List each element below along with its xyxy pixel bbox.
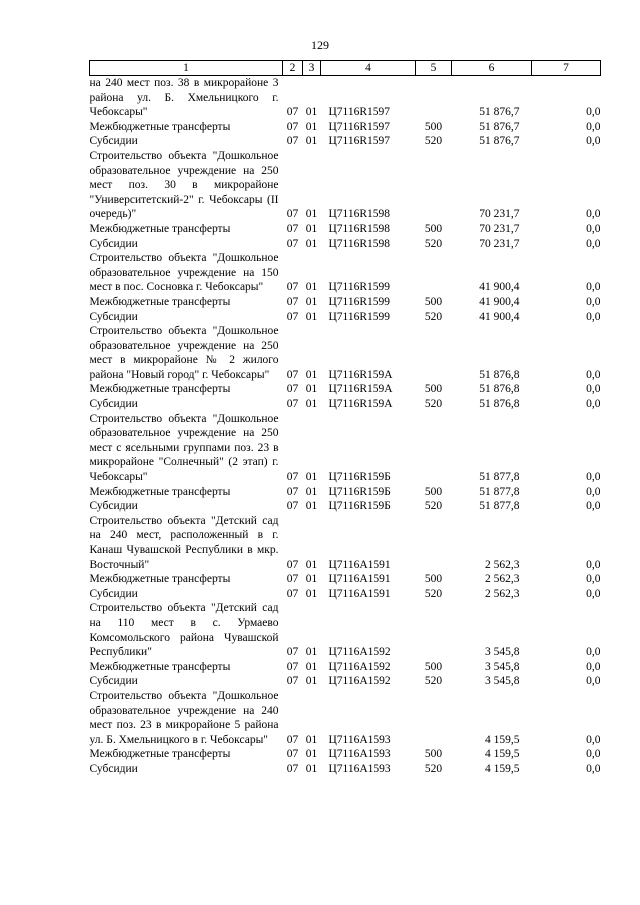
row-name-cell: Строительство объекта "Дошкольное образовательное учреждение на 250 мест с ясельными группами поз. 23 в микрорайоне "Солнечный" (2 этап) г. Чебоксары"	[89, 412, 279, 484]
amount-cell: 3 545,8	[485, 675, 520, 688]
subsection-code-cell: 01	[305, 748, 318, 761]
target-article-cell: Ц7116R1598	[328, 237, 391, 250]
column-header: 3	[303, 61, 321, 76]
amount-cell: 51 876,7	[479, 106, 520, 119]
expense-type-cell	[416, 251, 452, 295]
row-name-cell: Субсидии	[89, 135, 138, 148]
amount-cell: 0,0	[586, 398, 601, 411]
table-row	[90, 572, 601, 587]
table-row	[90, 499, 601, 514]
target-article-cell: Ц7116R159Б	[328, 471, 391, 484]
column-header: 1	[90, 61, 283, 76]
row-name-cell: Межбюджетные трансферты	[89, 383, 231, 396]
expense-type-cell	[416, 324, 452, 382]
target-article-cell: Ц7116R1598	[328, 208, 391, 221]
amount-cell: 51 876,8	[479, 383, 520, 396]
amount-cell: 0,0	[586, 762, 601, 775]
row-name-cell: Строительство объекта "Дошкольное образовательное учреждение на 240 мест поз. 23 в микрорайоне 5 района ул. Б. Хмельницкого в г. Чебоксары"	[89, 689, 279, 746]
amount-cell: 0,0	[586, 573, 601, 586]
amount-cell: 41 900,4	[479, 310, 520, 323]
table-row	[90, 382, 601, 397]
row-name-cell: Субсидии	[89, 675, 138, 688]
target-article-cell: Ц7116R159А	[328, 368, 393, 381]
header-row	[90, 61, 601, 76]
amount-cell: 41 900,4	[479, 295, 520, 308]
section-code-cell: 07	[286, 120, 299, 133]
target-article-cell: Ц7116A1593	[328, 733, 391, 746]
section-code-cell: 07	[286, 237, 299, 250]
section-code-cell: 07	[286, 106, 299, 119]
expense-type-cell	[416, 601, 452, 659]
section-code-cell: 07	[286, 368, 299, 381]
column-header: 2	[283, 61, 303, 76]
subsection-code-cell: 01	[305, 675, 318, 688]
row-name-cell: Строительство объекта "Дошкольное образовательное учреждение на 250 мест в микрорайоне № 2 жилого района "Новый город" г. Чебоксары"	[89, 325, 279, 381]
section-code-cell: 07	[286, 660, 299, 673]
expense-type-cell: 500	[424, 485, 443, 498]
amount-cell: 51 876,8	[479, 398, 520, 411]
row-name-cell: Субсидии	[89, 310, 138, 323]
subsection-code-cell: 01	[305, 208, 318, 221]
subsection-code-cell: 01	[305, 383, 318, 396]
table-row	[90, 747, 601, 762]
subsection-code-cell: 01	[305, 281, 318, 294]
target-article-cell: Ц7116A1591	[328, 573, 391, 586]
amount-cell: 0,0	[586, 471, 601, 484]
amount-cell: 4 159,5	[485, 762, 520, 775]
expense-type-cell: 520	[424, 310, 443, 323]
amount-cell: 51 877,8	[479, 471, 520, 484]
amount-cell: 0,0	[586, 485, 601, 498]
row-name-cell: Межбюджетные трансферты	[89, 295, 231, 308]
amount-cell: 0,0	[586, 368, 601, 381]
amount-cell: 3 545,8	[485, 646, 520, 659]
row-name-cell: Строительство объекта "Детский сад на 110 мест в с. Урмаево Комсомольского района Чувашской Республики"	[89, 602, 279, 659]
amount-cell: 0,0	[586, 660, 601, 673]
amount-cell: 0,0	[586, 295, 601, 308]
amount-cell: 0,0	[586, 222, 601, 235]
target-article-cell: Ц7116R159А	[328, 383, 393, 396]
target-article-cell: Ц7116R1597	[328, 106, 391, 119]
target-article-cell: Ц7116R159Б	[328, 485, 391, 498]
table-row	[90, 587, 601, 602]
section-code-cell: 07	[286, 208, 299, 221]
section-code-cell: 07	[286, 383, 299, 396]
section-code-cell: 07	[286, 733, 299, 746]
amount-cell: 70 231,7	[479, 208, 520, 221]
expense-type-cell: 500	[424, 660, 443, 673]
expense-type-cell: 520	[424, 675, 443, 688]
subsection-code-cell: 01	[305, 237, 318, 250]
subsection-code-cell: 01	[305, 485, 318, 498]
target-article-cell: Ц7116R1597	[328, 135, 391, 148]
target-article-cell: Ц7116A1593	[328, 762, 391, 775]
section-code-cell: 07	[286, 675, 299, 688]
section-code-cell: 07	[286, 558, 299, 571]
amount-cell: 0,0	[586, 208, 601, 221]
amount-cell: 2 562,3	[485, 587, 520, 600]
section-code-cell: 07	[286, 135, 299, 148]
expense-type-cell: 500	[424, 295, 443, 308]
row-name-cell: Субсидии	[89, 762, 138, 775]
table-row	[90, 237, 601, 252]
table-header	[90, 61, 601, 76]
amount-cell: 0,0	[586, 383, 601, 396]
subsection-code-cell: 01	[305, 135, 318, 148]
amount-cell: 0,0	[586, 587, 601, 600]
column-header: 6	[452, 61, 532, 76]
section-code-cell: 07	[286, 762, 299, 775]
row-name-cell: на 240 мест поз. 38 в микрорайоне 3 района ул. Б. Хмельницкого г. Чебоксары"	[89, 77, 279, 119]
subsection-code-cell: 01	[305, 558, 318, 571]
table-row	[90, 601, 601, 659]
subsection-code-cell: 01	[305, 733, 318, 746]
target-article-cell: Ц7116R1599	[328, 295, 391, 308]
expense-type-cell	[416, 514, 452, 572]
amount-cell: 0,0	[586, 120, 601, 133]
amount-cell: 51 876,8	[479, 368, 520, 381]
amount-cell: 0,0	[586, 675, 601, 688]
amount-cell: 4 159,5	[485, 748, 520, 761]
amount-cell: 4 159,5	[485, 733, 520, 746]
table-row	[90, 76, 601, 120]
expense-type-cell: 520	[424, 500, 443, 513]
expense-type-cell	[416, 689, 452, 747]
amount-cell: 0,0	[586, 135, 601, 148]
page-number: 129	[311, 38, 329, 52]
section-code-cell: 07	[286, 222, 299, 235]
table-row	[90, 222, 601, 237]
section-code-cell: 07	[286, 295, 299, 308]
target-article-cell: Ц7116R159А	[328, 398, 393, 411]
column-header: 5	[416, 61, 452, 76]
target-article-cell: Ц7116A1592	[328, 675, 391, 688]
target-article-cell: Ц7116R159Б	[328, 500, 391, 513]
table-row	[90, 412, 601, 485]
row-name-cell: Межбюджетные трансферты	[89, 120, 231, 133]
amount-cell: 0,0	[586, 733, 601, 746]
subsection-code-cell: 01	[305, 660, 318, 673]
amount-cell: 51 877,8	[479, 500, 520, 513]
expense-type-cell: 520	[424, 237, 443, 250]
expense-type-cell: 520	[424, 762, 443, 775]
table-row	[90, 134, 601, 149]
table-row	[90, 120, 601, 135]
row-name-cell: Межбюджетные трансферты	[89, 222, 231, 235]
subsection-code-cell: 01	[305, 471, 318, 484]
subsection-code-cell: 01	[305, 368, 318, 381]
expense-type-cell	[416, 412, 452, 485]
amount-cell: 0,0	[586, 237, 601, 250]
amount-cell: 0,0	[586, 281, 601, 294]
column-header: 4	[321, 61, 416, 76]
expense-type-cell: 500	[424, 748, 443, 761]
amount-cell: 70 231,7	[479, 222, 520, 235]
table-row	[90, 485, 601, 500]
table-row	[90, 689, 601, 747]
table-row	[90, 660, 601, 675]
row-name-cell: Строительство объекта "Дошкольное образовательное учреждение на 250 мест поз. 30 в микрорайоне "Университетский-2" г. Чебоксары (II очередь)"	[89, 149, 279, 221]
amount-cell: 51 877,8	[479, 485, 520, 498]
table-row	[90, 310, 601, 325]
subsection-code-cell: 01	[305, 310, 318, 323]
target-article-cell: Ц7116A1593	[328, 748, 391, 761]
target-article-cell: Ц7116R1599	[328, 281, 391, 294]
amount-cell: 70 231,7	[479, 237, 520, 250]
expense-type-cell: 520	[424, 135, 443, 148]
row-name-cell: Межбюджетные трансферты	[89, 660, 231, 673]
section-code-cell: 07	[286, 310, 299, 323]
expense-type-cell: 500	[424, 222, 443, 235]
subsection-code-cell: 01	[305, 762, 318, 775]
expense-type-cell: 500	[424, 573, 443, 586]
subsection-code-cell: 01	[305, 398, 318, 411]
amount-cell: 41 900,4	[479, 281, 520, 294]
expense-type-cell	[416, 76, 452, 120]
amount-cell: 0,0	[586, 310, 601, 323]
target-article-cell: Ц7116R1599	[328, 310, 391, 323]
row-name-cell: Субсидии	[89, 237, 138, 250]
table-body	[90, 76, 601, 777]
amount-cell: 0,0	[586, 748, 601, 761]
table-row	[90, 674, 601, 689]
target-article-cell: Ц7116A1591	[328, 587, 391, 600]
amount-cell: 51 876,7	[479, 135, 520, 148]
section-code-cell: 07	[286, 485, 299, 498]
subsection-code-cell: 01	[305, 222, 318, 235]
section-code-cell: 07	[286, 646, 299, 659]
amount-cell: 2 562,3	[485, 558, 520, 571]
table-row	[90, 762, 601, 777]
table-row	[90, 514, 601, 572]
row-name-cell: Субсидии	[89, 398, 138, 411]
amount-cell: 2 562,3	[485, 573, 520, 586]
amount-cell: 51 876,7	[479, 120, 520, 133]
row-name-cell: Межбюджетные трансферты	[89, 748, 231, 761]
expense-type-cell	[416, 149, 452, 222]
amount-cell: 0,0	[586, 500, 601, 513]
subsection-code-cell: 01	[305, 646, 318, 659]
subsection-code-cell: 01	[305, 500, 318, 513]
table-row	[90, 251, 601, 295]
target-article-cell: Ц7116R1597	[328, 120, 391, 133]
target-article-cell: Ц7116A1591	[328, 558, 391, 571]
section-code-cell: 07	[286, 398, 299, 411]
expense-type-cell: 500	[424, 120, 443, 133]
target-article-cell: Ц7116R1598	[328, 222, 391, 235]
section-code-cell: 07	[286, 748, 299, 761]
amount-cell: 0,0	[586, 106, 601, 119]
target-article-cell: Ц7116A1592	[328, 660, 391, 673]
table-row	[90, 324, 601, 382]
expense-type-cell: 520	[424, 398, 443, 411]
row-name-cell: Строительство объекта "Дошкольное образовательное учреждение на 150 мест в пос. Сосновка г. Чебоксары"	[89, 252, 279, 294]
row-name-cell: Строительство объекта "Детский сад на 240 мест, расположенный в г. Канаш Чувашской Республики в мкр. Восточный"	[89, 514, 279, 571]
row-name-cell: Субсидии	[89, 587, 138, 600]
expense-type-cell: 500	[424, 383, 443, 396]
row-name-cell: Межбюджетные трансферты	[89, 573, 231, 586]
subsection-code-cell: 01	[305, 295, 318, 308]
amount-cell: 3 545,8	[485, 660, 520, 673]
section-code-cell: 07	[286, 500, 299, 513]
row-name-cell: Межбюджетные трансферты	[89, 485, 231, 498]
amount-cell: 0,0	[586, 646, 601, 659]
section-code-cell: 07	[286, 587, 299, 600]
target-article-cell: Ц7116A1592	[328, 646, 391, 659]
subsection-code-cell: 01	[305, 106, 318, 119]
table-row	[90, 295, 601, 310]
budget-table	[89, 60, 601, 777]
table-row	[90, 149, 601, 222]
subsection-code-cell: 01	[305, 587, 318, 600]
subsection-code-cell: 01	[305, 573, 318, 586]
amount-cell: 0,0	[586, 558, 601, 571]
column-header: 7	[532, 61, 601, 76]
section-code-cell: 07	[286, 471, 299, 484]
row-name-cell: Субсидии	[89, 500, 138, 513]
expense-type-cell: 520	[424, 587, 443, 600]
table-row	[90, 397, 601, 412]
subsection-code-cell: 01	[305, 120, 318, 133]
section-code-cell: 07	[286, 573, 299, 586]
section-code-cell: 07	[286, 281, 299, 294]
